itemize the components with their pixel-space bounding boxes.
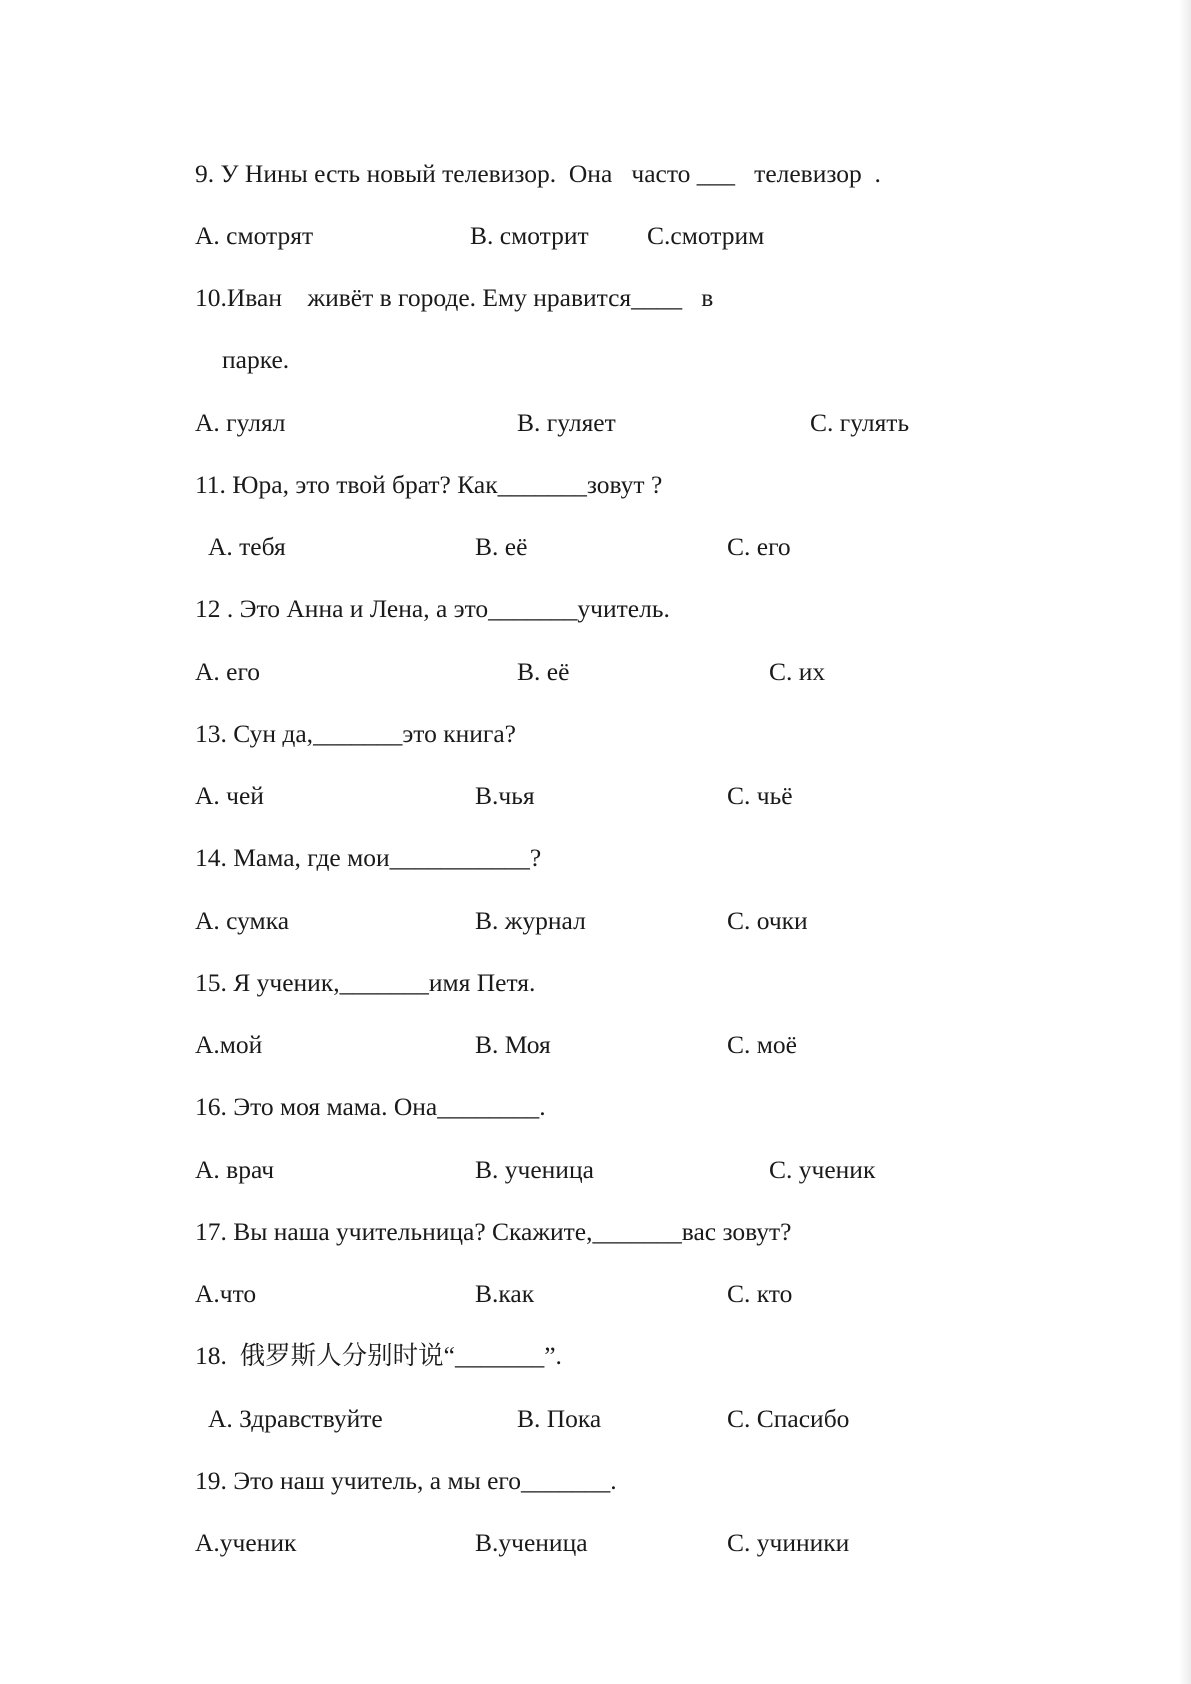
option-c: С. его (727, 532, 791, 561)
question-10-continuation: парке. (222, 345, 290, 374)
option-b: В. ученица (475, 1155, 594, 1184)
question-17: 17. Вы наша учительница? Скажите,_______вас зовут? (195, 1217, 792, 1246)
option-a: А. врач (195, 1155, 275, 1184)
option-a: А. сумка (195, 906, 290, 935)
question-9: 9. У Нины есть новый телевизор. Она часто ___ телевизор . (195, 159, 881, 188)
answer-blank: _______ (454, 1341, 545, 1370)
question-15: 15. Я ученик,_______имя Петя. (195, 968, 536, 997)
option-c: С. моё (727, 1030, 797, 1059)
answer-blank: ________ (437, 1092, 540, 1121)
option-c: С. Спасибо (727, 1404, 850, 1433)
option-a: А. чей (195, 781, 264, 810)
option-a: А.мой (195, 1030, 263, 1059)
option-b: В.ученица (475, 1528, 588, 1557)
answer-blank: _______ (339, 968, 429, 997)
answer-blank: _______ (488, 594, 578, 623)
option-c: С. кто (727, 1279, 793, 1308)
question-11: 11. Юра, это твой брат? Как_______зовут ? (195, 470, 663, 499)
question-14: 14. Мама, где мои___________? (195, 843, 542, 872)
option-c: С. их (769, 657, 826, 686)
question-10: 10.Иван живёт в городе. Ему нравится____ в (195, 283, 714, 312)
option-b: В.чья (475, 781, 535, 810)
option-b: В. её (475, 532, 528, 561)
option-b: В.как (475, 1279, 535, 1308)
option-a: А.что (195, 1279, 257, 1308)
answer-blank: ____ (631, 283, 683, 312)
question-18: 18. 俄罗斯人分别时说“_______”. (195, 1341, 562, 1370)
page-edge (1179, 0, 1191, 1684)
option-b: В. журнал (475, 906, 586, 935)
option-c: С. очки (727, 906, 808, 935)
answer-blank: _______ (592, 1217, 682, 1246)
option-c: С. учиники (727, 1528, 850, 1557)
option-a: А.ученик (195, 1528, 297, 1557)
option-a: А. Здравствуйте (208, 1404, 383, 1433)
option-a: А. гулял (195, 408, 286, 437)
option-a: А. тебя (208, 532, 286, 561)
answer-blank: ___________ (389, 843, 530, 872)
question-19: 19. Это наш учитель, а мы его_______. (195, 1466, 617, 1495)
option-b: В. гуляет (517, 408, 616, 437)
answer-blank: _______ (497, 470, 587, 499)
question-12: 12 . Это Анна и Лена, а это_______учитель. (195, 594, 670, 623)
option-c: С. гулять (810, 408, 910, 437)
option-b: В. Моя (475, 1030, 551, 1059)
option-c: С.смотрим (647, 221, 765, 250)
question-16: 16. Это моя мама. Она________. (195, 1092, 546, 1121)
answer-blank: _______ (313, 719, 403, 748)
option-b: В. смотрит (470, 221, 589, 250)
answer-blank: ___ (696, 159, 736, 188)
option-c: С. чьё (727, 781, 793, 810)
option-a: А. его (195, 657, 261, 686)
option-b: В. Пока (517, 1404, 602, 1433)
option-a: А. смотрят (195, 221, 314, 250)
question-13: 13. Сун да,_______это книга? (195, 719, 516, 748)
answer-blank: _______ (521, 1466, 611, 1495)
option-b: В. её (517, 657, 570, 686)
option-c: С. ученик (769, 1155, 876, 1184)
